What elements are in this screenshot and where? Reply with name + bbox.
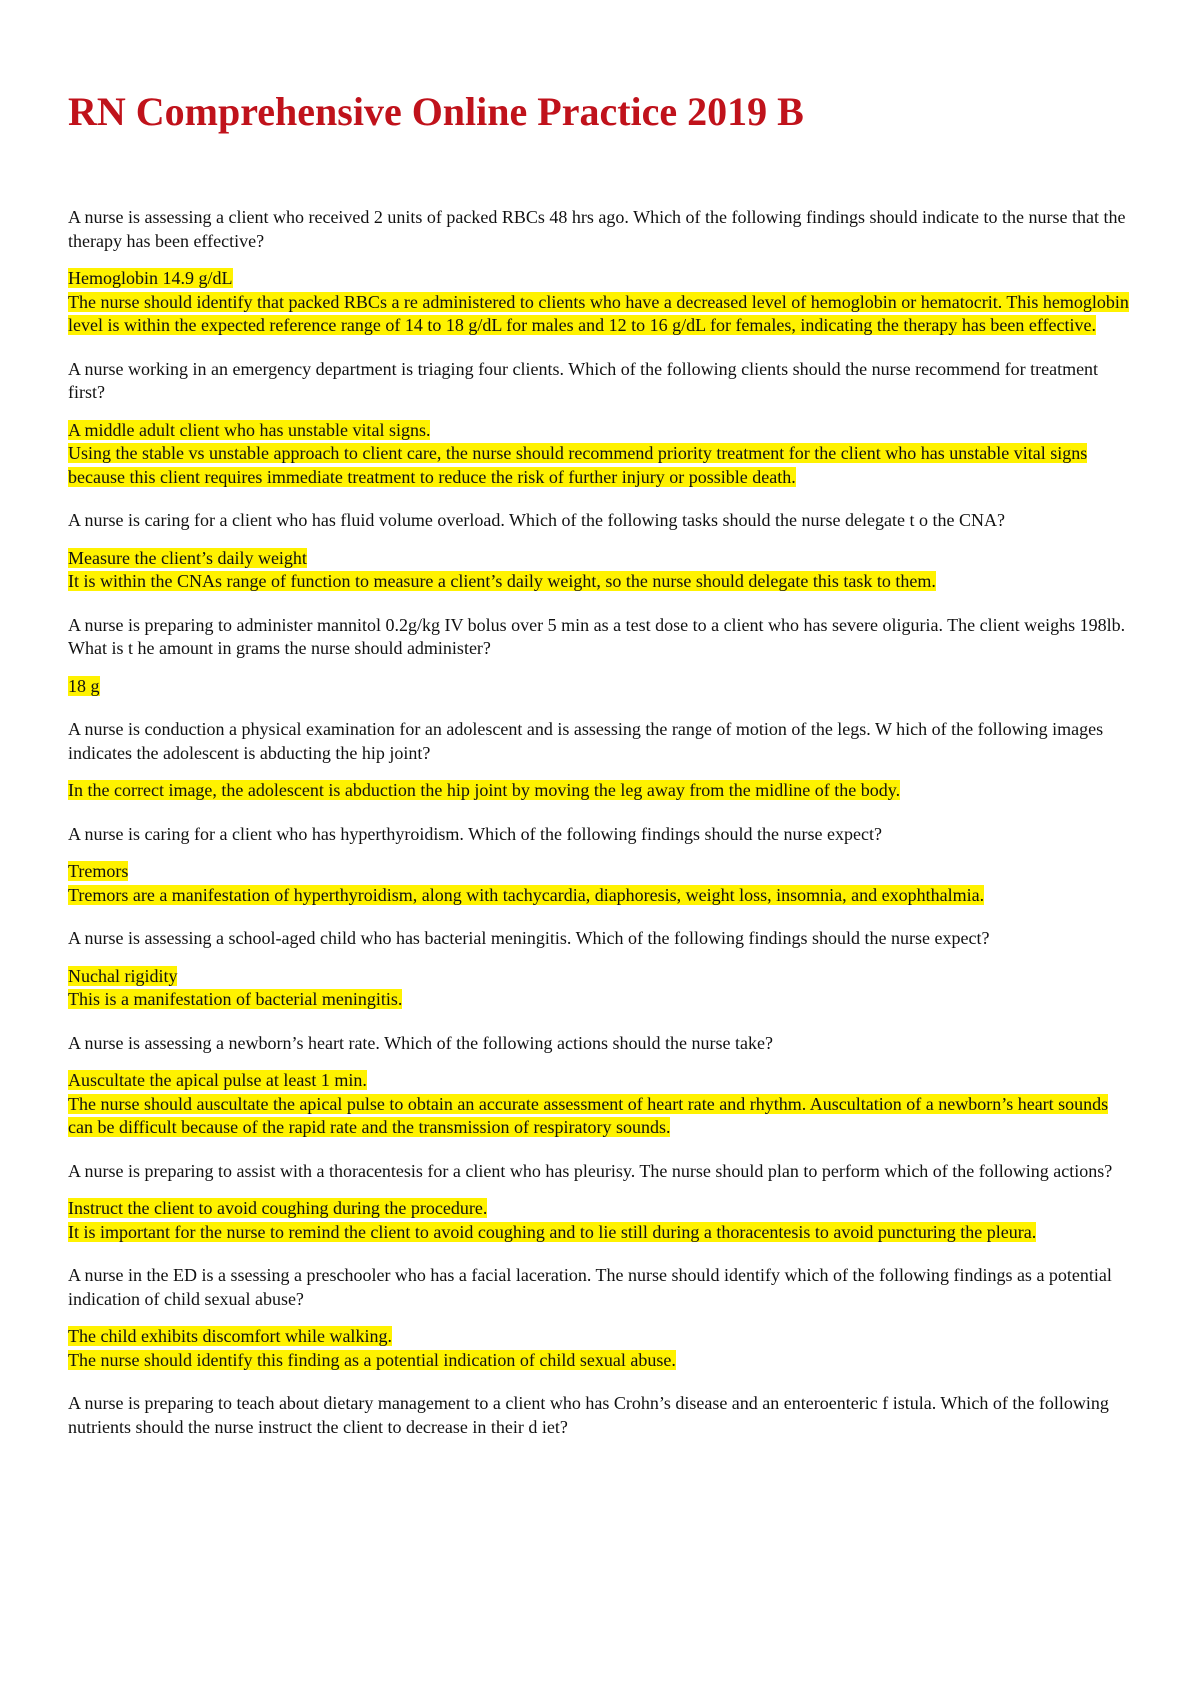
rationale-text: The nurse should identify that packed RBCs a re administered to clients who have a decreased level of hemoglobin or hematocrit. This hemoglobin level is within the expected reference range of 14 to 18 g/dL for males and 12 to 16 g/dL for females, indicating the therapy has been effective. [68, 291, 1129, 335]
answer-block [68, 965, 1131, 1012]
answer-text: In the correct image, the adolescent is abduction the hip joint by moving the leg away from the midline of the body. [68, 780, 901, 800]
document-title: RN Comprehensive Online Practice 2019 B [68, 89, 804, 134]
question-text: A nurse is caring for a client who has hyperthyroidism. Which of the following findings should the nurse expect? [68, 823, 882, 844]
answer-text: A middle adult client who has unstable vital signs. [68, 419, 431, 440]
answer-block [68, 419, 1131, 490]
qa-item [68, 614, 1131, 699]
answer-text: Instruct the client to avoid coughing during the procedure. [68, 1198, 488, 1218]
rationale-text: It is important for the nurse to remind the client to avoid coughing and to lie still during a thoracentesis to avoid puncturing the pleura. [68, 1221, 1037, 1242]
answer-text: Auscultate the apical pulse at least 1 min. [68, 1070, 367, 1090]
qa-item [68, 509, 1131, 594]
answer-block [68, 779, 1131, 803]
rationale-text: This is a manifestation of bacterial meningitis. [68, 989, 403, 1009]
rationale-text: It is within the CNAs range of function to measure a client’s daily weight, so the nurse should delegate this task to them. [68, 571, 936, 591]
qa-item [68, 358, 1131, 490]
answer-text: The child exhibits discomfort while walking. [68, 1326, 392, 1346]
question-text: A nurse in the ED is a ssessing a preschooler who has a facial laceration. The nurse should identify which of the following findings as a potential indication of child sexual abuse? [68, 1265, 1112, 1309]
question-text: A nurse working in an emergency department is triaging four clients. Which of the following clients should the nurse recommend for treatment first? [68, 358, 1099, 402]
answer-block [68, 1325, 1131, 1372]
rationale-text: Tremors are a manifestation of hyperthyroidism, along with tachycardia, diaphoresis, weight loss, insomnia, and exophthalmia. [68, 884, 985, 905]
question-text: A nurse is preparing to assist with a thoracentesis for a client who has pleurisy. The nurse should plan to perform which of the following actions? [68, 1160, 1113, 1181]
qa-item [68, 1032, 1131, 1140]
answer-block [68, 1197, 1131, 1244]
rationale-text: The nurse should identify this finding as a potential indication of child sexual abuse. [68, 1349, 676, 1370]
answer-text: Nuchal rigidity [68, 965, 178, 986]
answer-block [68, 547, 1131, 594]
answer-text: Measure the client’s daily weight [68, 547, 307, 568]
question-text: A nurse is preparing to administer mannitol 0.2g/kg IV bolus over 5 min as a test dose to a client who has severe oliguria. The client weighs 198lb. What is t he amount in grams the nurse should administer? [68, 614, 1126, 658]
rationale-text: The nurse should auscultate the apical pulse to obtain an accurate assessment of heart rate and rhythm. Auscultation of a newborn’s heart sounds can be difficult because of the rapid rate and the transmission of respiratory sounds. [68, 1093, 1109, 1137]
answer-text: Tremors [68, 861, 129, 881]
qa-item [68, 823, 1131, 908]
qa-item [68, 1160, 1131, 1245]
answer-text: 18 g [68, 675, 100, 696]
question-text: A nurse is conduction a physical examination for an adolescent and is assessing the range of motion of the legs. W hich of the following images indicates the adolescent is abducting the hip joint? [68, 719, 1104, 763]
question-text: A nurse is assessing a school-aged child who has bacterial meningitis. Which of the following findings should the nurse expect? [68, 928, 990, 948]
question-text: A nurse is assessing a newborn’s heart rate. Which of the following actions should the nurse take? [68, 1032, 773, 1053]
qa-item [68, 1392, 1131, 1439]
answer-block [68, 860, 1131, 907]
answer-block [68, 267, 1131, 338]
rationale-text: Using the stable vs unstable approach to client care, the nurse should recommend priority treatment for the client who has unstable vital signs because this client requires immediate treatment to reduce the risk of further injury or possible death. [68, 443, 1088, 487]
question-text: A nurse is preparing to teach about dietary management to a client who has Crohn’s disease and an enteroenteric f istula. Which of the following nutrients should the nurse instruct the client to decrease in their d iet? [68, 1393, 1109, 1437]
question-text: A nurse is assessing a client who received 2 units of packed RBCs 48 hrs ago. Which of the following findings should indicate to the nurse that the therapy has been effective? [68, 207, 1126, 251]
answer-block [68, 1069, 1131, 1140]
question-text: A nurse is caring for a client who has fluid volume overload. Which of the following tasks should the nurse delegate t o the CNA? [68, 510, 1005, 530]
qa-item [68, 206, 1131, 338]
qa-item [68, 718, 1131, 803]
answer-block [68, 675, 1131, 699]
answer-text: Hemoglobin 14.9 g/dL [68, 268, 233, 288]
qa-item [68, 1264, 1131, 1372]
qa-item [68, 927, 1131, 1012]
